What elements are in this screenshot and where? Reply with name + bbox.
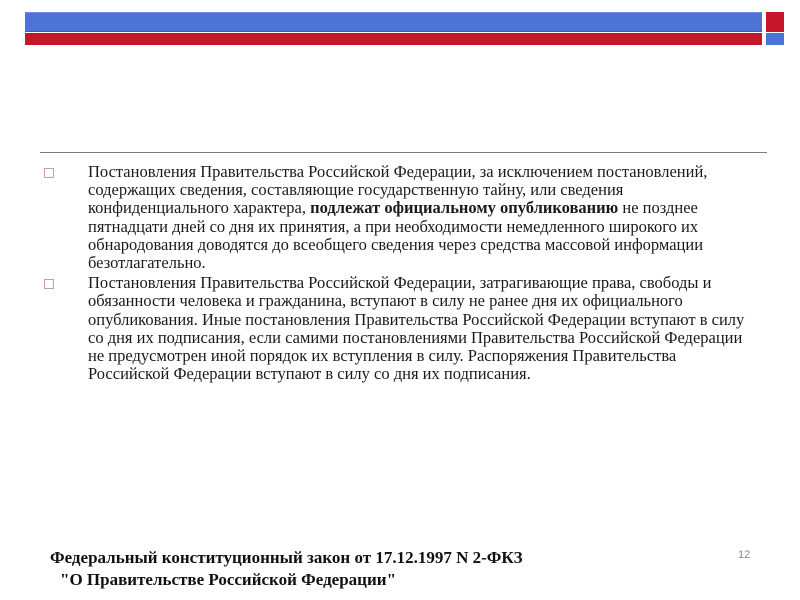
footer-law-title: Федеральный конституционный закон от 17.12.1997 N 2-ФКЗ <box>50 548 523 567</box>
footer-citation <box>50 547 690 591</box>
header-square-blue <box>766 33 784 45</box>
bullet-item-1 <box>40 163 760 272</box>
header-bar-blue <box>25 12 762 32</box>
square-bullet-icon <box>44 168 54 178</box>
header-bar-red <box>25 33 762 45</box>
page-number: 12 <box>738 549 751 561</box>
bullet-item-2 <box>40 274 760 383</box>
bullet-1-bold-phrase: подлежат официальному опубликованию <box>310 198 619 218</box>
square-bullet-icon <box>44 279 54 289</box>
header-square-red <box>766 12 784 32</box>
bullet-text-1 <box>88 162 707 272</box>
footer-law-name: "О Правительстве Российской Федерации" <box>60 570 397 589</box>
divider-line <box>40 152 767 153</box>
bullet-list <box>40 163 760 385</box>
bullet-1-text-start: Постановления Правительства Российской Федерации, за исключением постановлений, содержащих сведения, составляющие государственную тайну, или сведения конфиденциального характера, <box>88 162 708 218</box>
bullet-1-text-end: не позднее пятнадцати дней со дня их принятия, а при необходимости немедленного широкого их обнародования доводятся до всеобщего сведения через средства массовой информации безотлагательно. <box>88 198 704 273</box>
bullet-text-2: Постановления Правительства Российской Федерации, затрагивающие права, свободы и обязанности человека и гражданина, вступают в силу не ранее дня их официального опубликования. Иные постановления Правительства Российской Федерации вступают в силу со дня их подписания, если самими постановлениями Правительства Российской Федерации не предусмотрен иной порядок их вступления в силу. Распоряжения Правительства Российской Федерации вступают в силу со дня их подписания. <box>88 273 745 384</box>
